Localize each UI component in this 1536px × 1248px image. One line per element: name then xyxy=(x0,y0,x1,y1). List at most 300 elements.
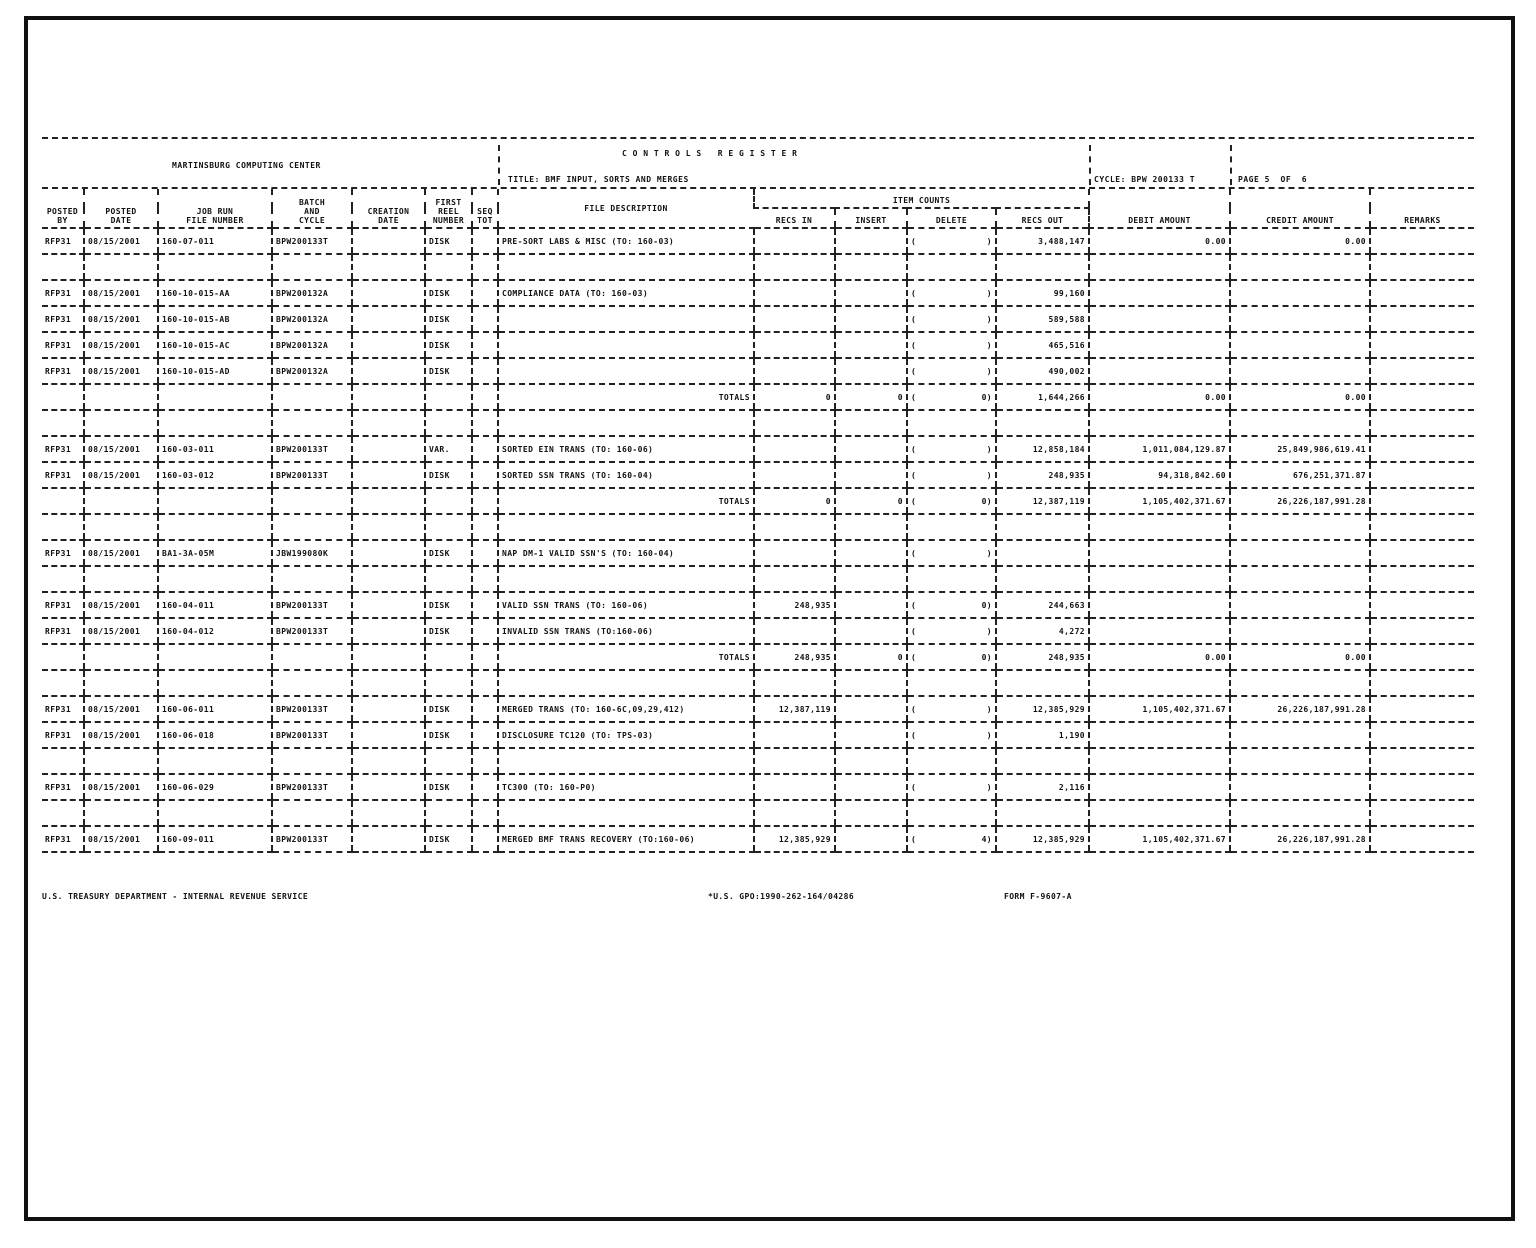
cell-batch-cycle: BPW200133T xyxy=(272,462,352,488)
cell-insert xyxy=(835,800,907,826)
col-first-reel: FIRST REEL NUMBER xyxy=(425,189,472,228)
cell-first-reel: DISK xyxy=(425,592,472,618)
cell-insert xyxy=(835,618,907,644)
cell-remarks xyxy=(1370,280,1474,306)
table-row xyxy=(42,514,1474,540)
cell-posted-date: 08/15/2001 xyxy=(84,228,158,254)
cell-file-description: TC300 (TO: 160-P0) xyxy=(498,774,754,800)
cell-recs-out: 248,935 xyxy=(996,644,1089,670)
register-title: C O N T R O L S R E G I S T E R xyxy=(622,149,798,158)
cell-posted-date xyxy=(84,254,158,280)
cell-remarks xyxy=(1370,800,1474,826)
cell-file-description xyxy=(498,800,754,826)
cell-insert xyxy=(835,540,907,566)
cell-posted-by xyxy=(42,644,84,670)
delete-value: ) xyxy=(986,236,992,246)
cell-remarks xyxy=(1370,540,1474,566)
cell-job-run xyxy=(158,748,272,774)
cell-credit-amount: 0.00 xyxy=(1230,644,1370,670)
table-row xyxy=(42,358,1474,384)
cell-file-description: MERGED TRANS (TO: 160-6C,09,29,412) xyxy=(498,696,754,722)
cell-job-run: 160-03-011 xyxy=(158,436,272,462)
delete-value: ) xyxy=(986,314,992,324)
cell-job-run: 160-06-018 xyxy=(158,722,272,748)
col-batch-cycle: BATCH AND CYCLE xyxy=(272,189,352,228)
cell-remarks xyxy=(1370,436,1474,462)
delete-value: 0) xyxy=(981,496,992,506)
cell-job-run: 160-07-011 xyxy=(158,228,272,254)
cell-creation-date xyxy=(352,462,425,488)
cell-seq-tot xyxy=(472,462,498,488)
col-recs-out: RECS OUT xyxy=(996,208,1089,228)
totals-row xyxy=(42,644,1474,670)
cell-posted-by: RFP31 xyxy=(42,462,84,488)
cell-delete xyxy=(907,306,996,332)
cell-posted-date: 08/15/2001 xyxy=(84,280,158,306)
cell-delete xyxy=(907,358,996,384)
cell-credit-amount xyxy=(1230,280,1370,306)
cell-recs-in: 248,935 xyxy=(754,644,835,670)
cell-recs-in xyxy=(754,774,835,800)
cell-seq-tot xyxy=(472,228,498,254)
cell-delete xyxy=(907,722,996,748)
cell-creation-date xyxy=(352,254,425,280)
cell-recs-out: 1,190 xyxy=(996,722,1089,748)
cell-first-reel: DISK xyxy=(425,358,472,384)
cell-creation-date xyxy=(352,722,425,748)
cell-debit-amount xyxy=(1089,254,1230,280)
cell-posted-by xyxy=(42,254,84,280)
cell-batch-cycle: BPW200133T xyxy=(272,826,352,852)
cell-posted-date xyxy=(84,410,158,436)
cell-recs-out xyxy=(996,800,1089,826)
table-row xyxy=(42,774,1474,800)
table-row xyxy=(42,696,1474,722)
delete-value: ) xyxy=(986,288,992,298)
cell-first-reel: DISK xyxy=(425,696,472,722)
cell-job-run: 160-10-015-AB xyxy=(158,306,272,332)
cell-insert xyxy=(835,592,907,618)
cell-delete xyxy=(907,644,996,670)
cell-remarks xyxy=(1370,358,1474,384)
table-row xyxy=(42,410,1474,436)
cell-seq-tot xyxy=(472,774,498,800)
cell-remarks xyxy=(1370,228,1474,254)
cell-recs-in xyxy=(754,800,835,826)
delete-open-paren: ( xyxy=(911,782,917,792)
cell-first-reel: DISK xyxy=(425,618,472,644)
cell-file-description: TOTALS xyxy=(498,488,754,514)
cell-posted-date xyxy=(84,488,158,514)
cell-batch-cycle: BPW200132A xyxy=(272,358,352,384)
cell-batch-cycle xyxy=(272,800,352,826)
cell-posted-by: RFP31 xyxy=(42,722,84,748)
table-row xyxy=(42,332,1474,358)
cell-first-reel: DISK xyxy=(425,722,472,748)
delete-open-paren: ( xyxy=(911,652,917,662)
cell-file-description: SORTED SSN TRANS (TO: 160-04) xyxy=(498,462,754,488)
cell-credit-amount: 26,226,187,991.28 xyxy=(1230,826,1370,852)
cell-recs-in xyxy=(754,436,835,462)
cell-first-reel xyxy=(425,566,472,592)
cell-creation-date xyxy=(352,566,425,592)
table-row xyxy=(42,436,1474,462)
cell-credit-amount: 25,849,986,619.41 xyxy=(1230,436,1370,462)
cell-delete xyxy=(907,618,996,644)
cell-batch-cycle xyxy=(272,748,352,774)
register-table xyxy=(42,189,1474,853)
cell-batch-cycle xyxy=(272,566,352,592)
cell-recs-in: 12,385,929 xyxy=(754,826,835,852)
cell-job-run xyxy=(158,410,272,436)
cell-batch-cycle xyxy=(272,410,352,436)
cell-job-run xyxy=(158,800,272,826)
cell-delete xyxy=(907,566,996,592)
cell-creation-date xyxy=(352,306,425,332)
cell-recs-in xyxy=(754,462,835,488)
cell-batch-cycle xyxy=(272,488,352,514)
cell-creation-date xyxy=(352,358,425,384)
footer-agency: U.S. TREASURY DEPARTMENT - INTERNAL REVENUE SERVICE xyxy=(42,892,309,901)
cell-remarks xyxy=(1370,748,1474,774)
cell-credit-amount xyxy=(1230,592,1370,618)
cell-insert xyxy=(835,696,907,722)
cell-recs-in xyxy=(754,618,835,644)
cell-posted-by: RFP31 xyxy=(42,540,84,566)
delete-value: ) xyxy=(986,366,992,376)
cell-file-description: INVALID SSN TRANS (TO:160-06) xyxy=(498,618,754,644)
cell-posted-by: RFP31 xyxy=(42,306,84,332)
cell-delete xyxy=(907,228,996,254)
table-row xyxy=(42,592,1474,618)
delete-open-paren: ( xyxy=(911,548,917,558)
cell-creation-date xyxy=(352,774,425,800)
cell-first-reel xyxy=(425,800,472,826)
table-row xyxy=(42,462,1474,488)
delete-open-paren: ( xyxy=(911,626,917,636)
cell-debit-amount xyxy=(1089,540,1230,566)
delete-open-paren: ( xyxy=(911,314,917,324)
delete-value: ) xyxy=(986,626,992,636)
cell-seq-tot xyxy=(472,410,498,436)
cell-insert xyxy=(835,462,907,488)
cell-seq-tot xyxy=(472,254,498,280)
cell-job-run: 160-09-011 xyxy=(158,826,272,852)
cell-seq-tot xyxy=(472,592,498,618)
cell-delete xyxy=(907,670,996,696)
cell-recs-out xyxy=(996,748,1089,774)
cell-remarks xyxy=(1370,670,1474,696)
cell-creation-date xyxy=(352,644,425,670)
cell-file-description: PRE-SORT LABS & MISC (TO: 160-03) xyxy=(498,228,754,254)
cell-debit-amount xyxy=(1089,722,1230,748)
cell-insert xyxy=(835,332,907,358)
table-row xyxy=(42,228,1474,254)
cell-posted-by: RFP31 xyxy=(42,618,84,644)
cell-remarks xyxy=(1370,644,1474,670)
cell-remarks xyxy=(1370,410,1474,436)
cell-posted-date xyxy=(84,748,158,774)
cell-first-reel xyxy=(425,644,472,670)
col-delete: DELETE xyxy=(907,208,996,228)
cell-recs-in xyxy=(754,410,835,436)
cell-delete xyxy=(907,280,996,306)
cell-insert xyxy=(835,358,907,384)
cell-credit-amount xyxy=(1230,540,1370,566)
cell-first-reel: DISK xyxy=(425,540,472,566)
cell-delete xyxy=(907,696,996,722)
cell-job-run: 160-04-012 xyxy=(158,618,272,644)
delete-value: 4) xyxy=(981,834,992,844)
cell-file-description: TOTALS xyxy=(498,644,754,670)
cell-first-reel xyxy=(425,670,472,696)
cell-seq-tot xyxy=(472,332,498,358)
cell-creation-date xyxy=(352,436,425,462)
cell-batch-cycle: BPW200133T xyxy=(272,618,352,644)
cell-job-run xyxy=(158,254,272,280)
cell-seq-tot xyxy=(472,800,498,826)
cell-credit-amount xyxy=(1230,410,1370,436)
cell-batch-cycle xyxy=(272,254,352,280)
cell-insert xyxy=(835,774,907,800)
cell-posted-by: RFP31 xyxy=(42,592,84,618)
cell-creation-date xyxy=(352,514,425,540)
delete-open-paren: ( xyxy=(911,288,917,298)
cell-batch-cycle: BPW200133T xyxy=(272,592,352,618)
footer-form-number: FORM F-9607-A xyxy=(1004,892,1072,901)
cell-batch-cycle: BPW200132A xyxy=(272,280,352,306)
cell-credit-amount: 676,251,371.87 xyxy=(1230,462,1370,488)
cell-posted-by: RFP31 xyxy=(42,228,84,254)
cell-delete xyxy=(907,462,996,488)
cell-remarks xyxy=(1370,384,1474,410)
cell-debit-amount xyxy=(1089,410,1230,436)
cell-delete xyxy=(907,410,996,436)
delete-value: ) xyxy=(986,782,992,792)
cell-credit-amount: 0.00 xyxy=(1230,228,1370,254)
cell-posted-date: 08/15/2001 xyxy=(84,826,158,852)
cell-job-run: 160-06-011 xyxy=(158,696,272,722)
column-header-row xyxy=(42,189,1474,208)
cell-posted-by xyxy=(42,748,84,774)
cell-recs-in xyxy=(754,332,835,358)
cell-file-description xyxy=(498,358,754,384)
cell-batch-cycle: BPW200132A xyxy=(272,306,352,332)
cell-insert xyxy=(835,436,907,462)
cell-posted-date xyxy=(84,800,158,826)
cell-creation-date xyxy=(352,696,425,722)
cell-posted-by xyxy=(42,410,84,436)
cell-delete xyxy=(907,592,996,618)
cell-creation-date xyxy=(352,800,425,826)
col-job-run: JOB RUN FILE NUMBER xyxy=(158,189,272,228)
cell-first-reel: DISK xyxy=(425,228,472,254)
cell-debit-amount: 1,105,402,371.67 xyxy=(1089,488,1230,514)
cell-creation-date xyxy=(352,618,425,644)
col-file-description: FILE DESCRIPTION xyxy=(498,189,754,228)
cell-delete xyxy=(907,774,996,800)
cell-debit-amount xyxy=(1089,514,1230,540)
cell-recs-out: 3,488,147 xyxy=(996,228,1089,254)
cell-seq-tot xyxy=(472,384,498,410)
delete-open-paren: ( xyxy=(911,236,917,246)
cell-debit-amount xyxy=(1089,280,1230,306)
cycle-label: CYCLE: BPW 200133 T xyxy=(1094,175,1196,184)
table-row xyxy=(42,280,1474,306)
cell-debit-amount: 1,105,402,371.67 xyxy=(1089,696,1230,722)
cell-credit-amount xyxy=(1230,722,1370,748)
delete-value: ) xyxy=(986,444,992,454)
cell-recs-out: 99,160 xyxy=(996,280,1089,306)
cell-delete xyxy=(907,384,996,410)
cell-debit-amount xyxy=(1089,748,1230,774)
cell-seq-tot xyxy=(472,722,498,748)
cell-recs-out: 12,385,929 xyxy=(996,696,1089,722)
table-row xyxy=(42,540,1474,566)
cell-posted-by xyxy=(42,384,84,410)
cell-seq-tot xyxy=(472,826,498,852)
cell-posted-by: RFP31 xyxy=(42,280,84,306)
cell-first-reel xyxy=(425,384,472,410)
cell-batch-cycle: BPW200133T xyxy=(272,696,352,722)
cell-remarks xyxy=(1370,488,1474,514)
cell-debit-amount xyxy=(1089,306,1230,332)
cell-batch-cycle xyxy=(272,670,352,696)
cell-recs-out xyxy=(996,410,1089,436)
cell-delete xyxy=(907,488,996,514)
cell-insert xyxy=(835,748,907,774)
cell-remarks xyxy=(1370,514,1474,540)
cell-posted-by xyxy=(42,488,84,514)
cell-posted-date: 08/15/2001 xyxy=(84,462,158,488)
cell-debit-amount xyxy=(1089,670,1230,696)
cell-creation-date xyxy=(352,228,425,254)
cell-credit-amount: 26,226,187,991.28 xyxy=(1230,696,1370,722)
cell-credit-amount xyxy=(1230,618,1370,644)
col-posted-by: POSTED BY xyxy=(42,189,84,228)
cell-credit-amount xyxy=(1230,332,1370,358)
cell-posted-by: RFP31 xyxy=(42,358,84,384)
cell-delete xyxy=(907,436,996,462)
cell-job-run: 160-04-011 xyxy=(158,592,272,618)
page-label: PAGE 5 OF 6 xyxy=(1238,175,1308,184)
cell-recs-out: 4,272 xyxy=(996,618,1089,644)
cell-credit-amount xyxy=(1230,800,1370,826)
cell-recs-in xyxy=(754,306,835,332)
controls-register xyxy=(42,137,1474,853)
cell-recs-in xyxy=(754,748,835,774)
cell-recs-in xyxy=(754,514,835,540)
cell-job-run xyxy=(158,514,272,540)
cell-seq-tot xyxy=(472,618,498,644)
table-row xyxy=(42,826,1474,852)
cell-posted-date: 08/15/2001 xyxy=(84,618,158,644)
cell-seq-tot xyxy=(472,306,498,332)
cell-creation-date xyxy=(352,280,425,306)
cell-first-reel xyxy=(425,514,472,540)
cell-recs-in: 0 xyxy=(754,488,835,514)
cell-posted-date xyxy=(84,514,158,540)
cell-delete xyxy=(907,748,996,774)
cell-credit-amount: 0.00 xyxy=(1230,384,1370,410)
cell-creation-date xyxy=(352,488,425,514)
cell-file-description: MERGED BMF TRANS RECOVERY (TO:160-06) xyxy=(498,826,754,852)
totals-row xyxy=(42,488,1474,514)
cell-credit-amount xyxy=(1230,306,1370,332)
table-row xyxy=(42,566,1474,592)
cell-debit-amount xyxy=(1089,592,1230,618)
cell-recs-out xyxy=(996,566,1089,592)
col-remarks: REMARKS xyxy=(1370,189,1474,228)
cell-credit-amount xyxy=(1230,774,1370,800)
table-row xyxy=(42,670,1474,696)
cell-creation-date xyxy=(352,410,425,436)
cell-posted-by xyxy=(42,670,84,696)
cell-insert xyxy=(835,254,907,280)
cell-credit-amount xyxy=(1230,670,1370,696)
delete-open-paren: ( xyxy=(911,704,917,714)
cell-remarks xyxy=(1370,696,1474,722)
cell-creation-date xyxy=(352,826,425,852)
cell-recs-out: 248,935 xyxy=(996,462,1089,488)
cell-insert xyxy=(835,410,907,436)
delete-value: ) xyxy=(986,548,992,558)
col-credit-amount: CREDIT AMOUNT xyxy=(1230,189,1370,228)
cell-seq-tot xyxy=(472,436,498,462)
cell-job-run: 160-03-012 xyxy=(158,462,272,488)
cell-file-description xyxy=(498,514,754,540)
cell-seq-tot xyxy=(472,566,498,592)
cell-first-reel xyxy=(425,254,472,280)
cell-credit-amount xyxy=(1230,566,1370,592)
cell-insert xyxy=(835,514,907,540)
cell-recs-out xyxy=(996,514,1089,540)
cell-posted-by: RFP31 xyxy=(42,826,84,852)
cell-recs-out: 2,116 xyxy=(996,774,1089,800)
cell-recs-out xyxy=(996,670,1089,696)
delete-open-paren: ( xyxy=(911,834,917,844)
col-recs-in: RECS IN xyxy=(754,208,835,228)
cell-remarks xyxy=(1370,254,1474,280)
cell-delete xyxy=(907,800,996,826)
cell-recs-out: 465,516 xyxy=(996,332,1089,358)
delete-open-paren: ( xyxy=(911,392,917,402)
cell-creation-date xyxy=(352,670,425,696)
cell-file-description xyxy=(498,306,754,332)
register-header xyxy=(42,139,1474,187)
cell-delete xyxy=(907,332,996,358)
cell-batch-cycle: BPW200133T xyxy=(272,436,352,462)
cell-file-description xyxy=(498,670,754,696)
cell-posted-date: 08/15/2001 xyxy=(84,696,158,722)
cell-seq-tot xyxy=(472,280,498,306)
cell-debit-amount: 0.00 xyxy=(1089,228,1230,254)
cell-recs-in: 0 xyxy=(754,384,835,410)
cell-debit-amount xyxy=(1089,618,1230,644)
cell-credit-amount xyxy=(1230,358,1370,384)
cell-recs-in xyxy=(754,228,835,254)
table-row xyxy=(42,800,1474,826)
cell-posted-date xyxy=(84,644,158,670)
delete-open-paren: ( xyxy=(911,444,917,454)
cell-creation-date xyxy=(352,592,425,618)
cell-debit-amount xyxy=(1089,332,1230,358)
cell-insert xyxy=(835,306,907,332)
cell-recs-in xyxy=(754,566,835,592)
delete-open-paren: ( xyxy=(911,340,917,350)
cell-recs-out xyxy=(996,540,1089,566)
cell-debit-amount: 1,011,084,129.87 xyxy=(1089,436,1230,462)
